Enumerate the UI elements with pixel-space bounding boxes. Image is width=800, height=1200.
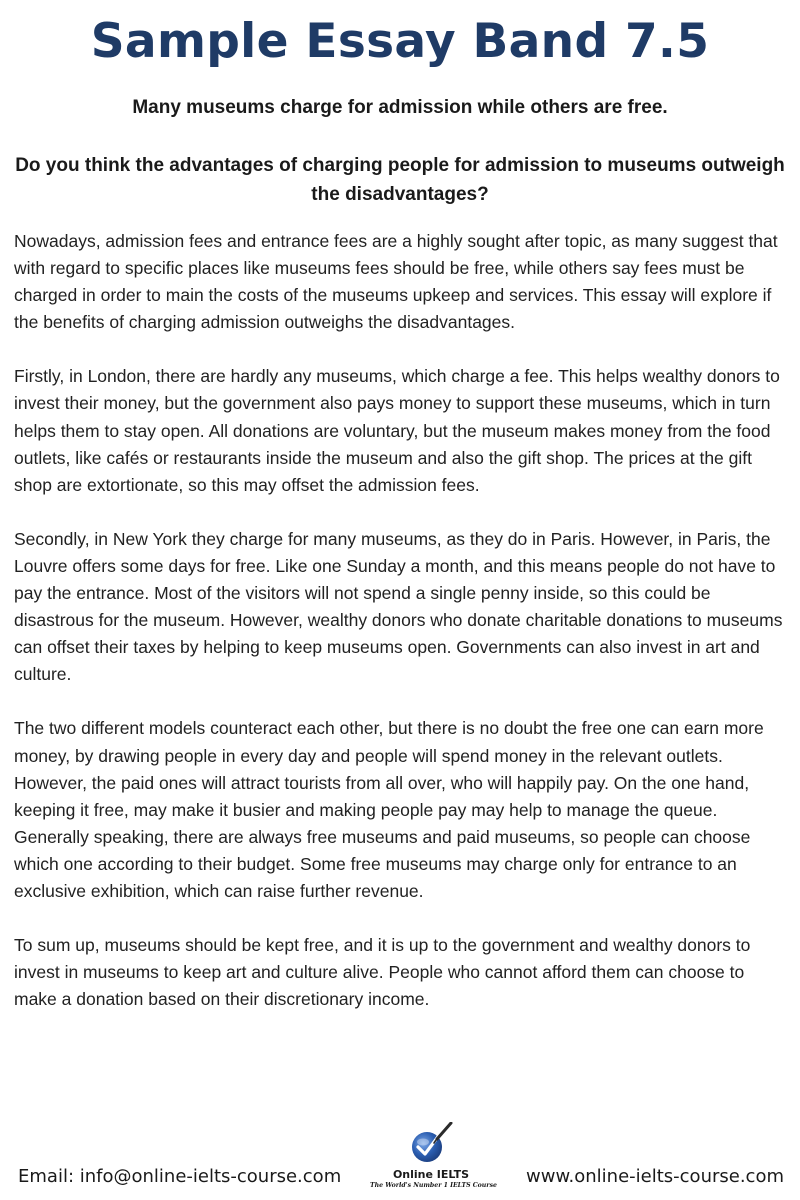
essay-paragraph-intro: Nowadays, admission fees and entrance fees are a highly sought after topic, as many suggest that with regard to specific places like museums fees should be free, while others say fees must be charged in order to main the costs of the museums upkeep and services. This essay will explore if the benefits of charging admission outweighs the disadvantages.	[14, 231, 778, 333]
essay-paragraph-body-2: Secondly, in New York they charge for many museums, as they do in Paris. However, in Paris, the Louvre offers some days for free. Like one Sunday a month, and this means people do not have to pay the entrance. Most of the visitors will not spend a single penny inside, so this could be disastrous for the museum. However, wealthy donors who donate charitable donations to museums can offset their taxes by helping to keep museums open. Governments can also invest in art and culture.	[14, 528, 783, 685]
essay-body	[14, 228, 790, 1040]
logo-name: Online IELTS	[392, 1168, 470, 1181]
logo-tagline: The World's Number 1 IELTS Course	[370, 1182, 497, 1189]
prompt-statement: Many museums charge for admission while others are free.	[132, 97, 668, 118]
footer-email[interactable]: Email: info@online-ielts-course.com	[18, 1166, 342, 1187]
footer-website-link[interactable]: www.online-ielts-course.com	[526, 1166, 784, 1187]
page-title: Sample Essay Band 7.5	[90, 14, 710, 69]
prompt-question: Do you think the advantages of charging people for admission to museums outweigh the disadvantages?	[15, 155, 785, 205]
essay-paragraph-body-1: Firstly, in London, there are hardly any museums, which charge a fee. This helps wealthy donors to invest their money, but the government also pays money to support these museums, which in turn helps them to stay open. All donations are voluntary, but the museum makes money from the food outlets, like cafés or restaurants inside the museum and also the gift shop. The prices at the gift shop are extortionate, so this may offset the admission fees.	[14, 366, 780, 495]
online-ielts-logo[interactable]	[370, 1122, 497, 1198]
footer	[0, 1120, 800, 1200]
globe-checkmark-pen-icon	[407, 1122, 455, 1166]
essay-paragraph-conclusion: To sum up, museums should be kept free, and it is up to the government and wealthy donors to invest in museums to keep art and culture alive. People who cannot afford them can choose to make a donation based on their discretionary income.	[14, 935, 751, 1010]
essay-paragraph-body-3: The two different models counteract each other, but there is no doubt the free one can earn more money, by drawing people in every day and people will spend money in the relevant outlets. However, the paid ones will attract tourists from all over, who will happily pay. On the one hand, keeping it free, may make it busier and making people pay may help to manage the queue. Generally speaking, there are always free museums and paid museums, so people can choose which one according to their budget. Some free museums may charge only for entrance to an exclusive exhibition, which can raise further revenue.	[14, 718, 764, 901]
